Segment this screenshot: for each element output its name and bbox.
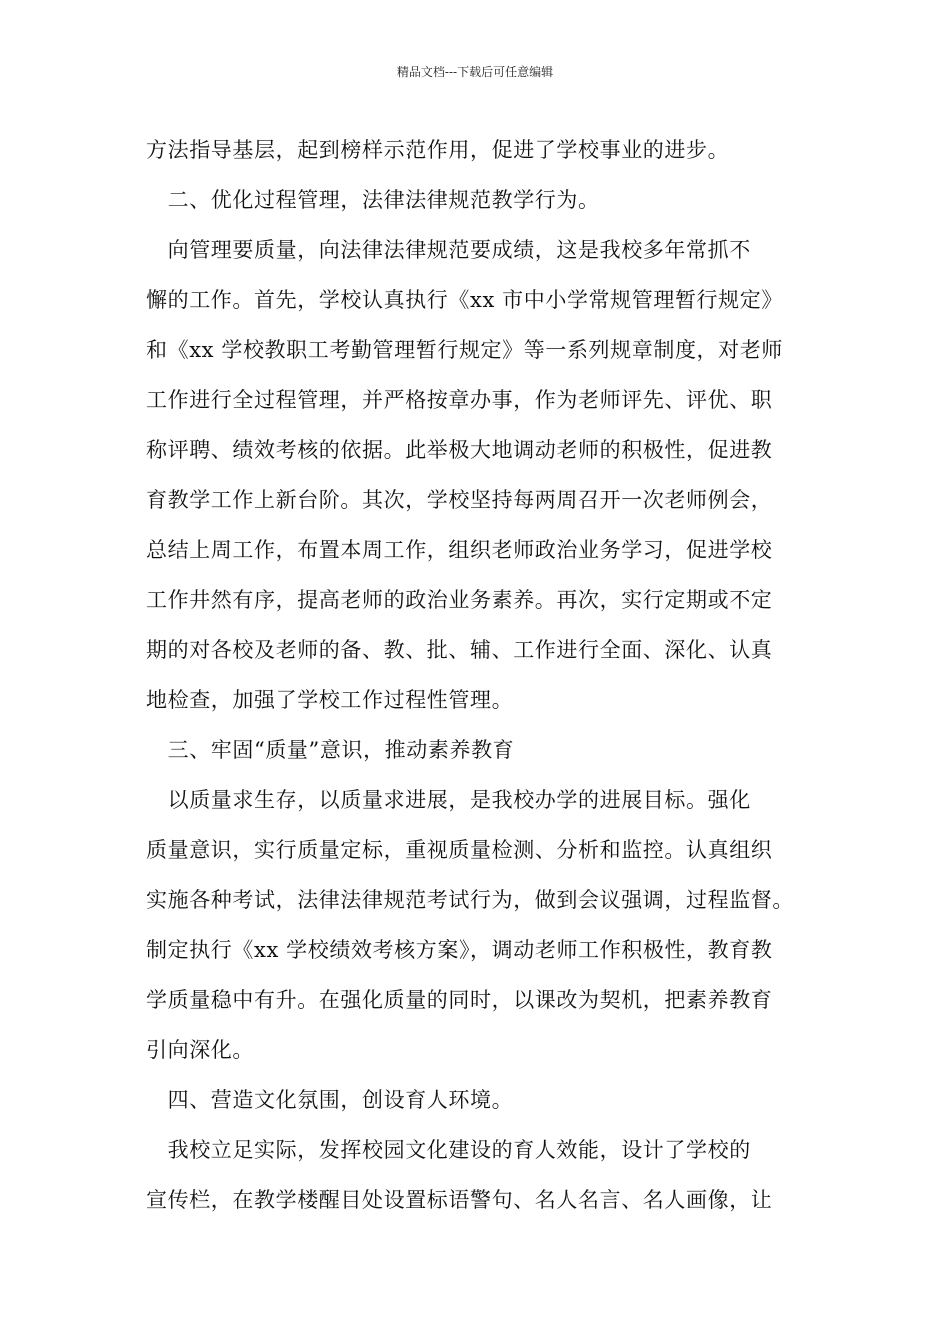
section-heading: 二、优化过程管理，法律法律规范教学行为。 [146,188,600,212]
body-text-line: 总结上周工作，布置本周工作，组织老师政治业务学习，促进学校 [146,538,773,562]
section-heading: 四、营造文化氛围，创设育人环境。 [146,1088,514,1112]
body-text-line: 地检查，加强了学校工作过程性管理。 [146,688,514,712]
body-text-line: 方法指导基层，起到榜样示范作用，促进了学校事业的进步。 [146,138,730,162]
body-text-line: 期的对各校及老师的备、教、批、辅、工作进行全面、深化、认真 [146,638,773,662]
body-text-line: 学质量稳中有升。在强化质量的同时，以课改为契机，把素养教育 [146,988,773,1012]
body-text-line: 质量意识，实行质量定标，重视质量检测、分析和监控。认真组织 [146,838,773,862]
section-heading: 三、牢固“质量”意识，推动素养教育 [146,738,515,762]
body-text-line: 懈的工作。首先，学校认真执行《xx 市中小学常规管理暂行规定》 [146,288,783,312]
body-text-line: 实施各种考试，法律法律规范考试行为，做到会议强调，过程监督。 [146,888,794,912]
page-header: 精品文档---下载后可任意编辑 [396,65,554,79]
body-text-line: 我校立足实际，发挥校园文化建设的育人效能，设计了学校的 [146,1138,751,1162]
body-text-line: 制定执行《xx 学校绩效考核方案》，调动老师工作积极性，教育教 [146,938,773,962]
body-text-line: 宣传栏，在教学楼醒目处设置标语警句、名人名言、名人画像，让 [146,1188,773,1212]
body-text-line: 育教学工作上新台阶。其次，学校坚持每两周召开一次老师例会， [146,488,773,512]
body-text-line: 称评聘、绩效考核的依据。此举极大地调动老师的积极性，促进教 [146,438,773,462]
body-text-line: 工作进行全过程管理，并严格按章办事，作为老师评先、评优、职 [146,388,773,412]
body-text-line: 和《xx 学校教职工考勤管理暂行规定》等一系列规章制度，对老师 [146,338,783,362]
body-text-line: 以质量求生存，以质量求进展，是我校办学的进展目标。强化 [146,788,751,812]
body-text-line: 引向深化。 [146,1038,254,1062]
body-text-line: 向管理要质量，向法律法律规范要成绩，这是我校多年常抓不 [146,238,751,262]
body-text-line: 工作井然有序，提高老师的政治业务素养。再次，实行定期或不定 [146,588,773,612]
